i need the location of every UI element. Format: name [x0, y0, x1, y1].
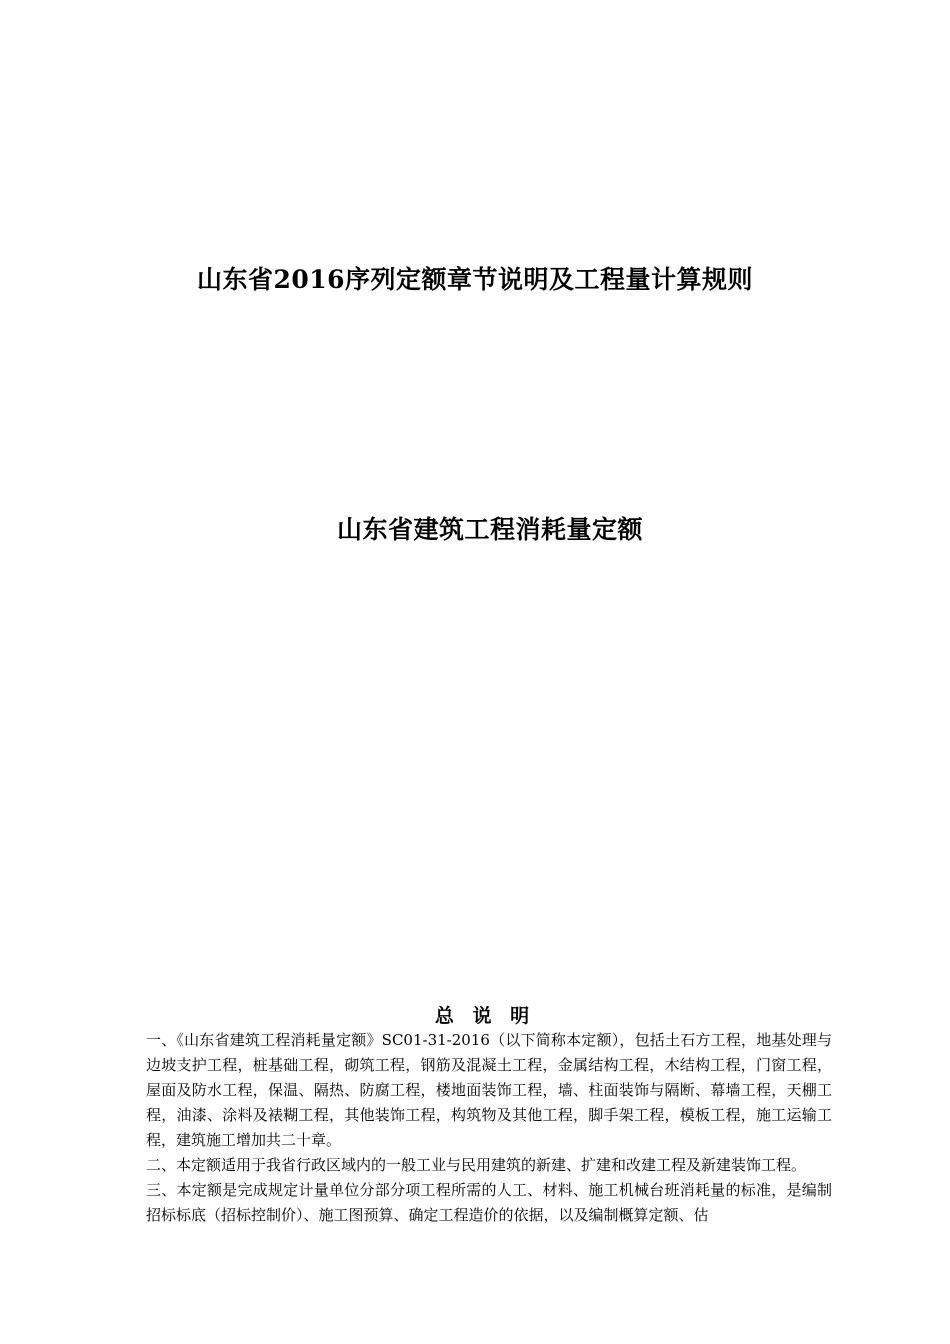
paragraph-1: 一、《山东省建筑工程消耗量定额》SC01-31-2016（以下简称本定额），包括土石方工程，地基处理与边坡支护工程，桩基础工程，砌筑工程，钢筋及混凝土工程，金属结构工程，木结构工程，门窗工程，屋面及防水工程，保温、隔热、防腐工程，楼地面装饰工程，墙、柱面装饰与隔断、幕墙工程，天棚工程，油漆、涂料及裱糊工程，其他装饰工程，构筑物及其他工程，脚手架工程，模板工程，施工运输工程，建筑施工增加共二十章。 [146, 1031, 832, 1149]
document-title: 山东省2016序列定额章节说明及工程量计算规则 [196, 265, 754, 294]
paragraph-2: 二、本定额适用于我省行政区域内的一般工业与民用建筑的新建、扩建和改建工程及新建装饰工程。 [146, 1156, 807, 1174]
document-subtitle: 山东省建筑工程消耗量定额 [336, 515, 643, 544]
section-heading: 总 说 明 [434, 1005, 536, 1027]
body-text [146, 1028, 832, 1228]
paragraph-3: 三、本定额是完成规定计量单位分部分项工程所需的人工、材料、施工机械台班消耗量的标准，是编制招标标底（招标控制价）、施工图预算、确定工程造价的依据，以及编制概算定额、估 [146, 1181, 832, 1224]
